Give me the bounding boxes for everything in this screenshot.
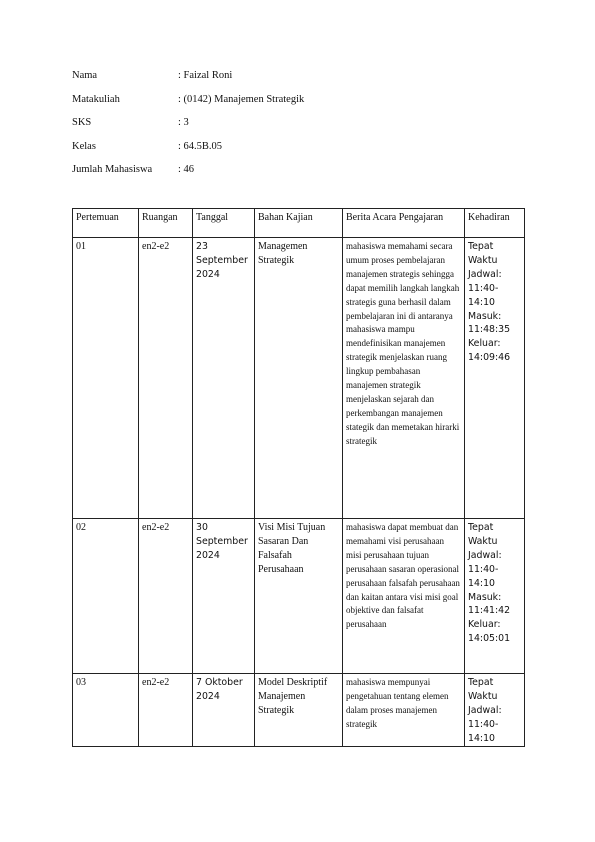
cell-ruangan: en2-e2: [139, 674, 193, 747]
cell-kehadiran: Tepat Waktu Jadwal: 11:40-14:10 Masuk: 11:41:42 Keluar: 14:05:01: [465, 519, 525, 674]
cell-kehadiran: Tepat Waktu Jadwal: 11:40-14:10 Masuk: 11:48:35 Keluar: 14:09:46: [465, 238, 525, 519]
sks-label: SKS: [72, 117, 92, 128]
cell-tanggal: 30 September 2024: [193, 519, 255, 674]
cell-tanggal: 7 Oktober 2024: [193, 674, 255, 747]
cell-ruangan: en2-e2: [139, 519, 193, 674]
matakuliah-value: : (0142) Manajemen Strategik: [178, 93, 305, 105]
header-bahan-kajian: Bahan Kajian: [255, 209, 343, 238]
nama-label: Nama: [72, 70, 98, 81]
cell-berita-acara: mahasiswa dapat membuat dan memahami visi perusahaan misi perusahaan tujuan perusahaan sasaran operasional perusahaan falsafah perusahaan dan kaitan antara visi misi goal objektive dan falsafat perusahaan: [343, 519, 465, 674]
cell-pertemuan: 01: [73, 238, 139, 519]
attendance-table: [72, 208, 525, 747]
cell-bahan-kajian: Visi Misi Tujuan Sasaran Dan Falsafah Perusahaan: [255, 519, 343, 674]
info-row-jumlah-mahasiswa: [72, 164, 304, 188]
header-tanggal: Tanggal: [193, 209, 255, 238]
cell-berita-acara: mahasiswa mempunyai pengetahuan tentang elemen dalam proses manajemen strategik: [343, 674, 465, 747]
matakuliah-label: Matakuliah: [72, 93, 120, 105]
cell-bahan-kajian: Model Deskriptif Manajemen Strategik: [255, 674, 343, 747]
kelas-label: Kelas: [72, 140, 96, 152]
cell-ruangan: en2-e2: [139, 238, 193, 519]
info-row-matakuliah: [72, 94, 304, 118]
info-row-sks: [72, 117, 304, 141]
header-pertemuan: Pertemuan: [73, 209, 139, 238]
nama-value: : Faizal Roni: [178, 70, 233, 81]
header-berita-acara: Berita Acara Pengajaran: [343, 209, 465, 238]
header-kehadiran: Kehadiran: [465, 209, 525, 238]
table-row: [73, 238, 525, 519]
cell-kehadiran: Tepat Waktu Jadwal: 11:40-14:10: [465, 674, 525, 747]
kelas-value: : 64.5B.05: [178, 140, 223, 152]
header-ruangan: Ruangan: [139, 209, 193, 238]
sks-value: : 3: [178, 117, 189, 128]
info-row-kelas: [72, 141, 304, 165]
course-info: [72, 70, 304, 188]
info-row-nama: [72, 70, 304, 94]
jumlah-mahasiswa-label: Jumlah Mahasiswa: [72, 164, 153, 175]
cell-berita-acara: mahasiswa memahami secara umum proses pembelajaran manajemen strategis sehingga dapat memilih langkah langkah strategis guna berhasil dalam pembelajaran ini di antaranya mahasiswa mampu mendefinisikan manajemen strategik menjelaskan ruang lingkup pembahasan manajemen strategik menjelaskan sejarah dan perkembangan manajemen stategik dan memetakan hirarki strategik: [343, 238, 465, 519]
jumlah-mahasiswa-value: : 46: [178, 164, 195, 175]
table-row: [73, 674, 525, 747]
table-header-row: [73, 209, 525, 238]
cell-pertemuan: 02: [73, 519, 139, 674]
cell-pertemuan: 03: [73, 674, 139, 747]
cell-bahan-kajian: Managemen Strategik: [255, 238, 343, 519]
cell-tanggal: 23 September 2024: [193, 238, 255, 519]
table-row: [73, 519, 525, 674]
